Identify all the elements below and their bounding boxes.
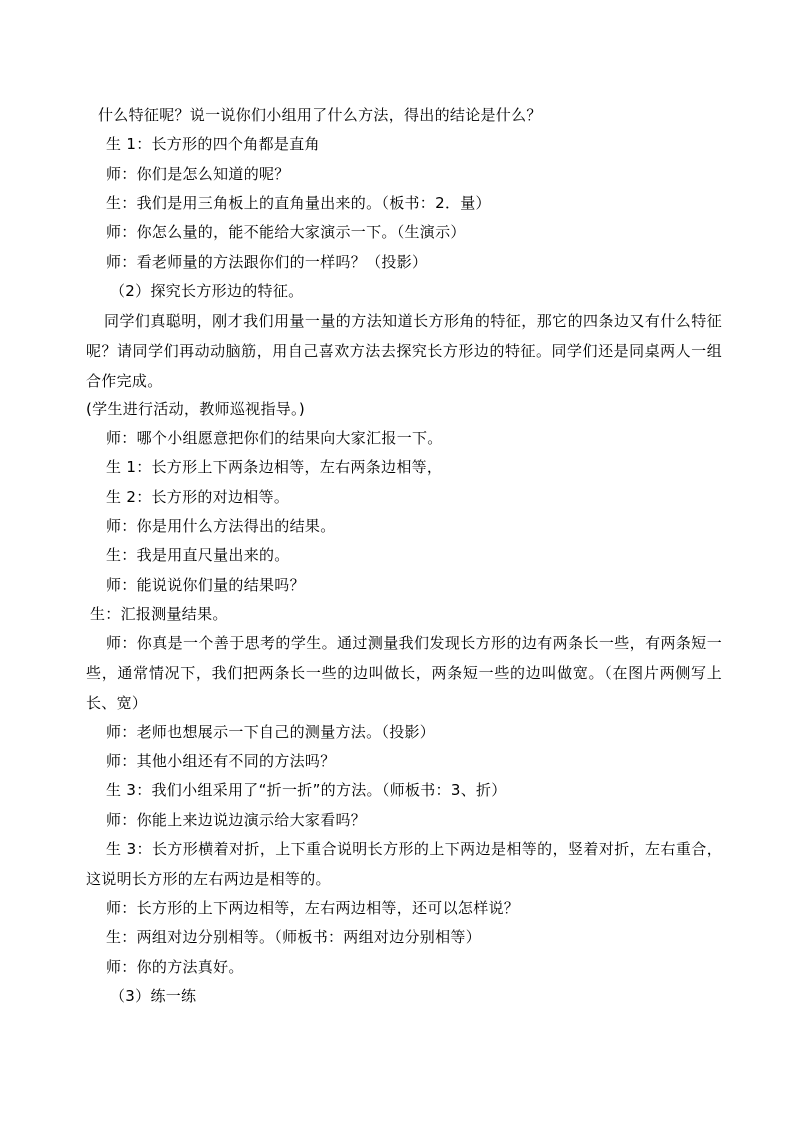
text-line: 生：汇报测量结果。 (90, 605, 228, 623)
text-line: 生 2：长方形的对边相等。 (106, 488, 290, 506)
text-line: 师：哪个小组愿意把你们的结果向大家汇报一下。 (106, 429, 443, 447)
text-line: 师：老师也想展示一下自己的测量方法。（投影） (106, 723, 436, 741)
paragraph (86, 306, 722, 396)
text-line: (学生进行活动，教师巡视指导。) (86, 400, 306, 418)
text-line: 生 1：长方形上下两条边相等，左右两条边相等， (106, 458, 443, 476)
text-line: 师：你的方法真好。 (106, 958, 244, 976)
text-line: 师：你是用什么方法得出的结果。 (106, 517, 336, 535)
text-line: 师：你怎么量的，能不能给大家演示一下。（生演示） (106, 223, 466, 241)
paragraph (86, 628, 722, 718)
text-line: 师：能说说你们量的结果吗？ (106, 576, 305, 594)
paragraph-text: 师：你真是一个善于思考的学生。通过测量我们发现长方形的边有两条长一些，有两条短一些，通常情况下，我们把两条长一些的边叫做长，两条短一些的边叫做宽。（在图片两侧写上长、宽） (86, 634, 722, 712)
text-line: 生：我们是用三角板上的直角量出来的。（板书：2．量） (106, 194, 491, 212)
section-heading: （3）练一练 (110, 987, 197, 1005)
text-line: 师：你们是怎么知道的呢？ (106, 165, 290, 183)
text-line: 师：其他小组还有不同的方法吗？ (106, 752, 336, 770)
text-line: 生：我是用直尺量出来的。 (106, 546, 290, 564)
text-line: 什么特征呢？说一说你们小组用了什么方法，得出的结论是什么？ (98, 106, 542, 124)
text-line: 师：长方形的上下两边相等，左右两边相等，还可以怎样说？ (106, 899, 520, 917)
text-line: 生：两组对边分别相等。（师板书：两组对边分别相等） (106, 928, 482, 946)
text-line: 师：你能上来边说边演示给大家看吗？ (106, 811, 367, 829)
paragraph (86, 834, 722, 894)
text-line: 生 1：长方形的四个角都是直角 (106, 135, 320, 153)
text-line: 师：看老师量的方法跟你们的一样吗？（投影） (106, 253, 428, 271)
section-heading: （2）探究长方形边的特征。 (110, 282, 304, 300)
paragraph-text: 生 3：长方形横着对折，上下重合说明长方形的上下两边是相等的，竖着对折，左右重合，这说明长方形的左右两边是相等的。 (86, 840, 722, 888)
paragraph-text: 同学们真聪明，刚才我们用量一量的方法知道长方形角的特征，那它的四条边又有什么特征呢？请同学们再动动脑筋，用自己喜欢方法去探究长方形边的特征。同学们还是同桌两人一组合作完成。 (86, 312, 722, 390)
text-line: 生 3：我们小组采用了“折一折”的方法。（师板书：3、折） (106, 781, 507, 799)
